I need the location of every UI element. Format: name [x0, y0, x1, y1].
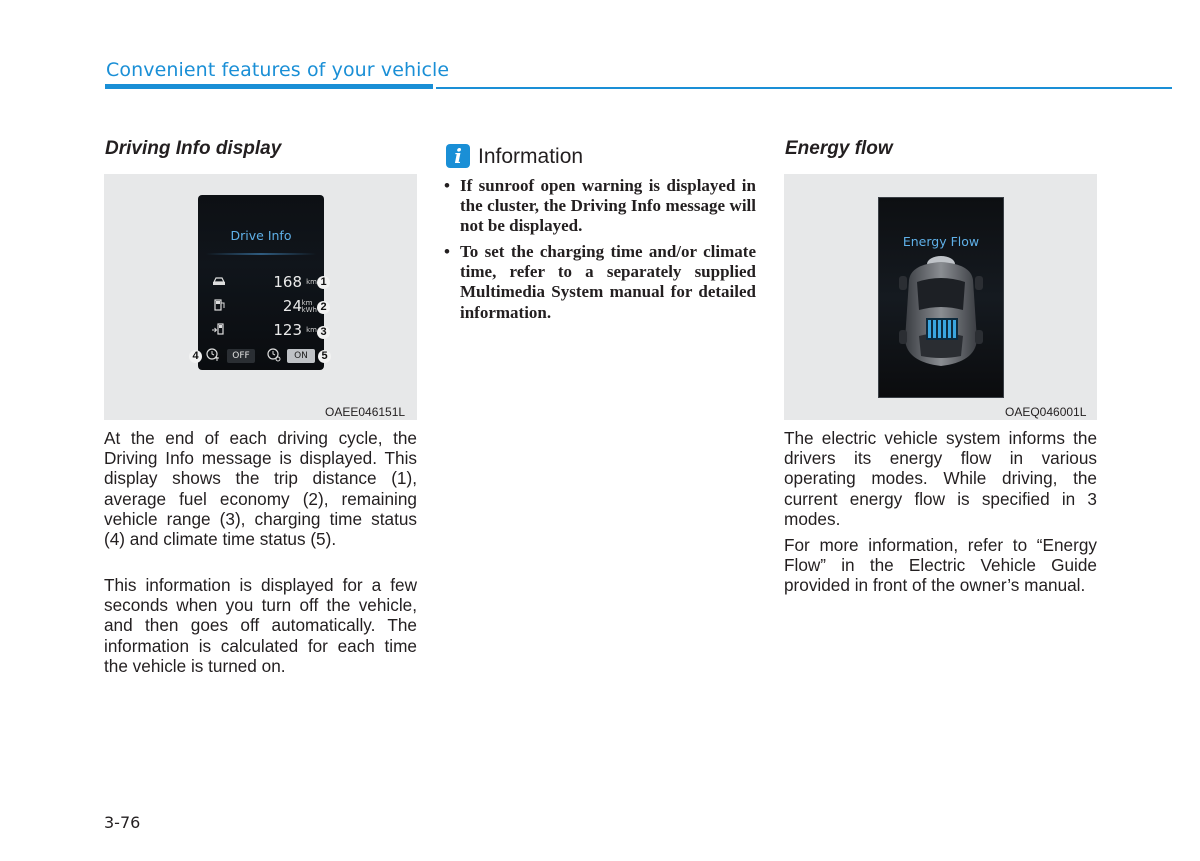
- range-icon: [212, 323, 226, 335]
- charging-time-status: OFF: [227, 349, 255, 363]
- energy-flow-paragraph-1: The electric vehicle system informs the drivers its energy flow in various operating modes. While driving, the current energy flow is specified in 3 modes.: [784, 428, 1097, 529]
- driving-info-heading: Driving Info display: [105, 138, 282, 159]
- fuel-economy-unit-bottom: kWh: [301, 306, 317, 314]
- bullet-dot: •: [444, 176, 450, 195]
- car-top-view-image: [897, 250, 985, 370]
- callout-5: 5: [318, 350, 331, 363]
- charging-timer-icon: [206, 348, 220, 362]
- trip-distance-row: [198, 273, 324, 293]
- callout-3: 3: [317, 326, 330, 339]
- fuel-economy-unit: [302, 300, 317, 314]
- energy-flow-paragraph-2: For more information, refer to “Energy Flow” in the Electric Vehicle Guide provided in front of the owner’s manual.: [784, 535, 1097, 596]
- remaining-range-row: [198, 321, 324, 341]
- driving-info-paragraph-2: This information is displayed for a few seconds when you turn off the vehicle, and then goes off automatically. The information is calculated for each time the vehicle is turned on.: [104, 575, 417, 676]
- driving-info-paragraph-1: At the end of each driving cycle, the Driving Info message is displayed. This display shows the trip distance (1), average fuel economy (2), remaining vehicle range (3), charging time status (4) and climate time status (5).: [104, 428, 417, 550]
- energy-flow-heading: Energy flow: [785, 138, 893, 159]
- fuel-economy-row: [198, 297, 324, 317]
- information-bullet-2: [442, 242, 756, 323]
- callout-2: 2: [317, 301, 330, 314]
- remaining-range-value: 123: [273, 321, 302, 339]
- energy-flow-figure-code: OAEQ046001L: [1005, 405, 1087, 419]
- callout-4: 4: [189, 350, 202, 363]
- battery-icon: [926, 318, 958, 340]
- page-number: 3-76: [104, 813, 141, 832]
- driving-info-figure-code: OAEE046151L: [325, 405, 406, 419]
- information-bullet-1: [442, 176, 756, 237]
- energy-flow-screen-title: Energy Flow: [902, 234, 980, 249]
- trip-distance-value: 168: [273, 273, 302, 291]
- drive-info-screen-title: Drive Info: [230, 228, 292, 243]
- information-bullet-1-text: If sunroof open warning is displayed in the cluster, the Driving Info message will not be displayed.: [460, 176, 756, 236]
- bullet-dot: •: [444, 242, 450, 261]
- information-title: Information: [478, 145, 584, 168]
- callout-1: 1: [317, 276, 330, 289]
- fuel-economy-unit-top: km: [301, 299, 313, 307]
- header-rule-thin: [436, 87, 1172, 89]
- drive-info-screen: [198, 195, 324, 370]
- screen-divider-glow: [206, 253, 316, 255]
- climate-timer-icon: [267, 348, 281, 362]
- section-header-title: Convenient features of your vehicle: [106, 59, 450, 81]
- fuel-economy-icon: [212, 299, 226, 311]
- information-bullet-2-text: To set the charging time and/or climate time, refer to a separately supplied Multimedia System manual for detailed information.: [460, 242, 756, 322]
- trip-car-icon: [212, 275, 226, 287]
- trip-distance-unit: km: [306, 278, 317, 286]
- information-icon: i: [446, 144, 470, 168]
- energy-flow-screen: [878, 197, 1004, 398]
- remaining-range-unit: km: [306, 326, 317, 334]
- climate-time-status: ON: [287, 349, 315, 363]
- fuel-economy-value: 24: [282, 297, 302, 315]
- header-rule-thick: [105, 84, 433, 89]
